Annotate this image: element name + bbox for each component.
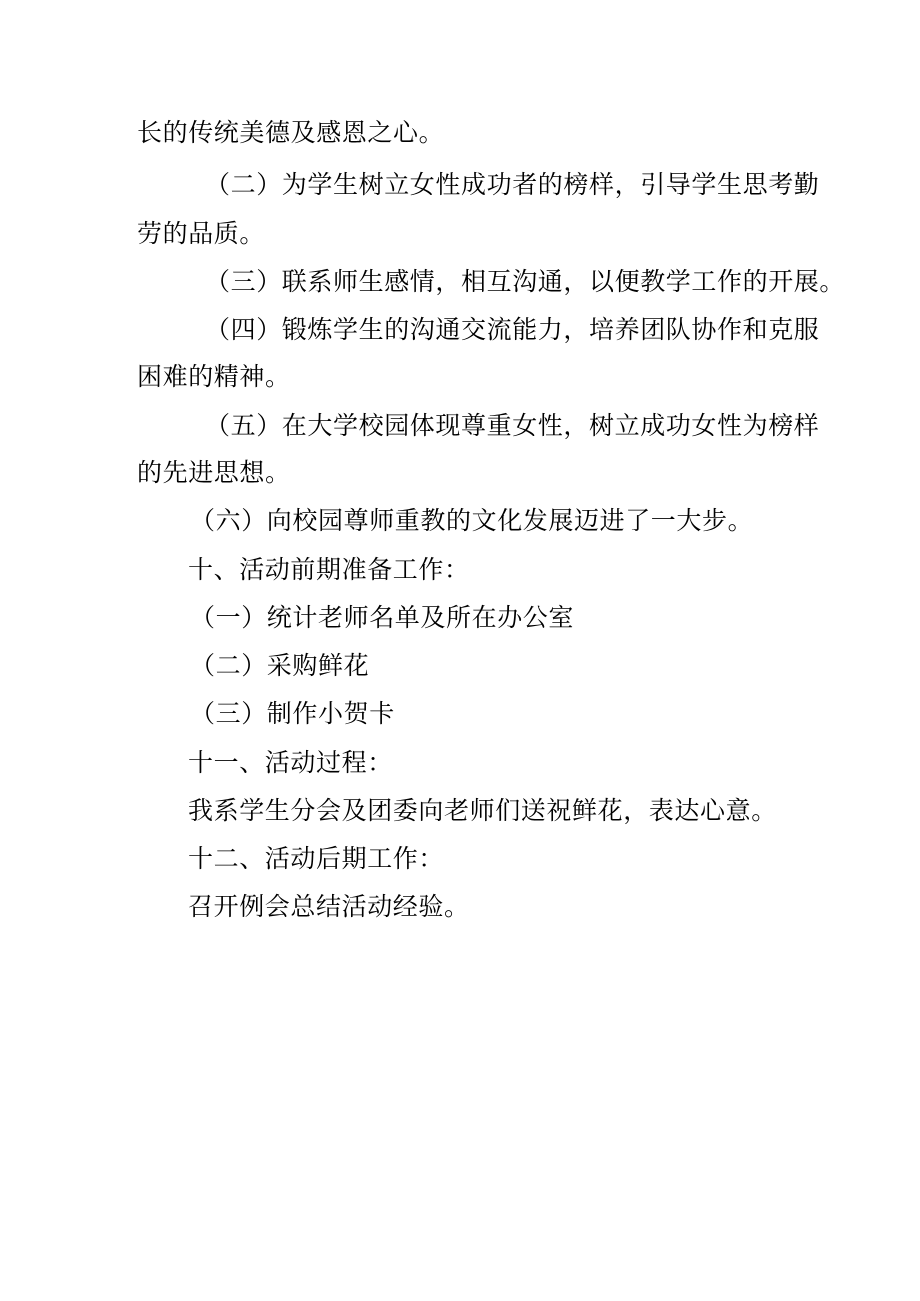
paragraph-line: 长的传统美德及感恩之心。 xyxy=(137,118,445,147)
item-2-line-2: 劳的品质。 xyxy=(137,219,266,248)
prep-item-3: （三）制作小贺卡 xyxy=(190,699,395,728)
item-5-line-2: 的先进思想。 xyxy=(137,458,291,487)
process-text: 我系学生分会及团委向老师们送祝鲜花，表达心意。 xyxy=(188,796,777,825)
followup-text: 召开例会总结活动经验。 xyxy=(188,892,470,921)
item-3-line: （三）联系师生感情，相互沟通，以便教学工作的开展。 xyxy=(205,267,846,296)
section-10-heading: 十、活动前期准备工作： xyxy=(188,555,470,584)
item-4-line-1: （四）锻炼学生的沟通交流能力，培养团队协作和克服 xyxy=(205,315,820,344)
prep-item-2: （二）采购鲜花 xyxy=(190,651,370,680)
section-12-heading: 十二、活动后期工作： xyxy=(188,844,445,873)
item-4-line-2: 困难的精神。 xyxy=(137,362,291,391)
section-11-heading: 十一、活动过程： xyxy=(188,748,393,777)
item-2-line-1: （二）为学生树立女性成功者的榜样，引导学生思考勤 xyxy=(205,170,820,199)
item-5-line-1: （五）在大学校园体现尊重女性，树立成功女性为榜样 xyxy=(205,411,820,440)
item-6-line: （六）向校园尊师重教的文化发展迈进了一大步。 xyxy=(190,506,754,535)
prep-item-1: （一）统计老师名单及所在办公室 xyxy=(190,603,575,632)
